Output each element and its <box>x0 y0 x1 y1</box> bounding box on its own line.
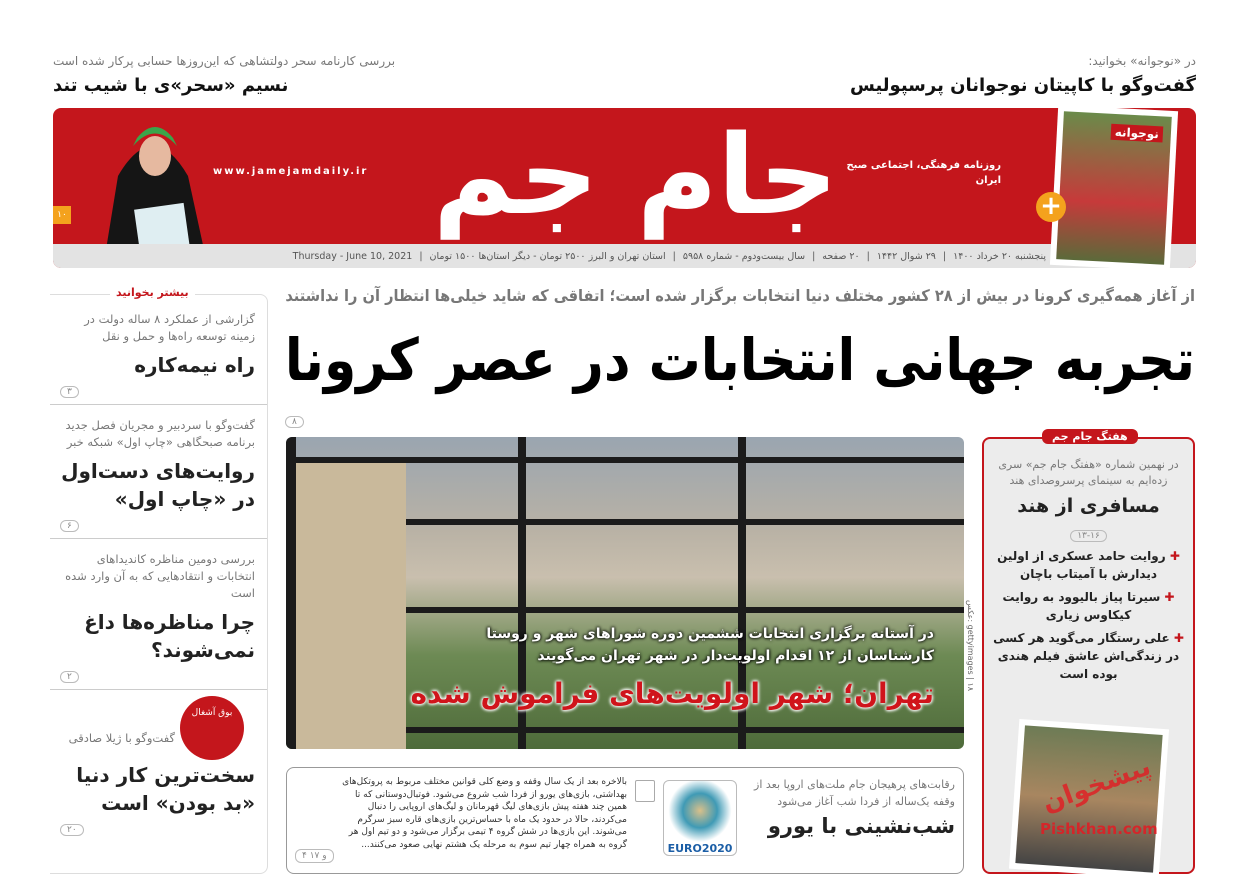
info-sep: | <box>942 250 947 262</box>
read-more-column <box>50 286 268 874</box>
tagline: روزنامه فرهنگی، اجتماعی صبح ایران <box>846 160 1001 186</box>
main-subhead: از آغاز همه‌گیری کرونا در بیش از ۲۸ کشور مختلف دنیا انتخابات برگزار شده است؛ اتفاقی که شاید خیلی‌ها انتظار آن را نداشتند <box>285 286 1195 305</box>
item-kicker: گفت‌وگو با سردبیر و مجریان فصل جدید برنامه صبحگاهی «چاپ اول» شبکه خبر <box>65 418 255 449</box>
list-item[interactable] <box>50 405 267 539</box>
story-body: بالاخره بعد از یک سال وقفه و وضع کلی قوانین مختلف مربوط به پروتکل‌های بهداشتی، بازی‌های یورو از فردا شب شروع می‌شود. فوتبال‌دوستانی که تا همین چند هفته پیش بازی‌های لیگ قهرمانان و لیگ‌های اروپایی را دنبال می‌کردند، حالا در حدود یک ماه با حساس‌ترین بازی‌های قاره سبز سرگرم می‌شوند. این بازی‌ها در شش گروه ۴ تیمی برگزار می‌شود و دو تیم اول هر گروه به همراه چهار تیم سوم به مرحله یک هشتم نهایی صعود می‌کنند... <box>342 777 627 850</box>
item-kicker: گفت‌وگو با ژیلا صادقی <box>68 731 175 745</box>
box-kicker: رقابت‌های پرهیجان جام ملت‌های اروپا بعد از وقفه یک‌ساله از فردا شب آغاز می‌شود <box>754 778 955 808</box>
item-headline: روایت‌های دست‌اول در «چاپ اول» <box>61 459 255 511</box>
plus-bullet-icon: ✚ <box>1160 590 1175 604</box>
main-photo[interactable] <box>286 437 964 749</box>
item-kicker: بررسی دومین مناظره کاندیداهای انتخابات و انتقادهایی که به آن وارد شده است <box>65 552 255 600</box>
info-item: ۲۹ شوال ۱۴۴۲ <box>876 250 936 262</box>
euro2020-logo: EURO2020 <box>663 780 737 856</box>
euro-story-box[interactable] <box>286 767 964 874</box>
list-item[interactable] <box>50 690 267 842</box>
page-ref: ۶ <box>60 520 79 532</box>
plus-bullet-icon: ✚ <box>1165 549 1180 563</box>
info-item: پنجشنبه ۲۰ خرداد ۱۴۰۰ <box>953 250 1046 262</box>
document-icon <box>635 780 655 802</box>
bullet: سیرتا پیاز بالیوود به روایت کیکاوس زیاری <box>1002 590 1161 622</box>
top-right-kicker: در «نوجوانه» بخوانید: <box>1088 54 1196 68</box>
item-headline: سخت‌ترین کار دنیا «بد بودن» است <box>76 763 255 815</box>
info-item: سال بیست‌ودوم - شماره ۵۹۵۸ <box>682 250 806 262</box>
info-item: ۲۰ صفحه <box>822 250 860 262</box>
supplement-tag: هفتگ جام جم <box>1042 429 1138 444</box>
plus-bullet-icon: ✚ <box>1169 631 1184 645</box>
info-sep: | <box>812 250 816 262</box>
read-more-label: بیشتر بخوانید <box>110 286 195 299</box>
box-headline: مسافری از هند <box>1017 495 1160 517</box>
info-item: استان تهران و البرز ۲۵۰۰ تومان - دیگر استان‌ها ۱۵۰۰ تومان <box>429 250 666 262</box>
badge-icon: بوق آشغال <box>180 696 244 760</box>
page-ref: ۸ <box>285 416 304 428</box>
bullet: علی رستگار می‌گوید هر کسی در زندگی‌اش عاشق فیلم هندی بوده است <box>993 631 1180 681</box>
plus-icon: + <box>1036 192 1066 222</box>
list-item[interactable] <box>50 295 267 405</box>
page-ref: ۲ <box>60 671 79 683</box>
info-item: Thursday - June 10, 2021 <box>292 250 413 262</box>
page-ref: ۴ و ۱۷ <box>295 849 334 864</box>
logo: جام جم <box>433 111 839 239</box>
issue-info-strip <box>53 244 1196 268</box>
page-badge: ۱۰ <box>53 206 71 224</box>
item-headline: راه نیمه‌کاره <box>134 353 255 377</box>
photo-kicker: در آستانه برگزاری انتخابات ششمین دوره شوراهای شهر و روستا کارشناسان از ۱۲ اقدام اولویت‌دار در شهر تهران می‌گویند <box>486 626 934 664</box>
top-left-kicker: بررسی کارنامه سحر دولتشاهی که این‌روزها حسابی پرکار شده است <box>53 54 396 68</box>
photo-headline[interactable]: تهران؛ شهر اولویت‌های فراموش شده <box>410 677 934 710</box>
box-kicker: در نهمین شماره «هفتگ جام جم» سری زده‌ایم به سینمای پرسروصدای هند <box>998 458 1179 487</box>
page-ref: ۱۳-۱۶ <box>1070 530 1107 542</box>
watermark-fa: پیشخوان <box>1038 751 1155 819</box>
weekly-supplement-box[interactable] <box>982 430 1195 874</box>
info-sep: | <box>419 250 423 262</box>
list-item[interactable] <box>50 539 267 690</box>
top-right-headline[interactable]: گفت‌وگو با کاپیتان نوجوانان پرسپولیس <box>850 75 1196 96</box>
main-headline[interactable]: تجربه جهانی انتخابات در عصر کرونا <box>284 326 1195 394</box>
top-left-headline[interactable]: نسیم «سحر»ی با شیب تند <box>53 75 289 96</box>
box-headline: شب‌نشینی با یورو <box>767 814 955 838</box>
photo-credit: عکس: gettyimages | ۱۸ <box>966 600 975 692</box>
page-ref: ۳ <box>60 386 79 398</box>
info-sep: | <box>672 250 676 262</box>
masthead <box>53 108 1196 268</box>
item-kicker: گزارشی از عملکرد ۸ ساله دولت در زمینه توسعه راه‌ها و حمل و نقل <box>84 312 255 343</box>
watermark: Pishkhan.com <box>1040 820 1158 838</box>
info-sep: | <box>866 250 870 262</box>
item-headline: چرا مناظره‌ها داغ نمی‌شوند؟ <box>84 610 255 662</box>
supplement-cover[interactable] <box>1050 108 1178 268</box>
website-url[interactable]: www.jamejamdaily.ir <box>213 166 369 177</box>
page-ref: ۲۰ <box>60 824 84 836</box>
cover-title: نوجوانه <box>1110 124 1163 143</box>
bullet: روایت حامد عسکری از اولین دیدارش با آمیتاب باچان <box>997 549 1166 581</box>
